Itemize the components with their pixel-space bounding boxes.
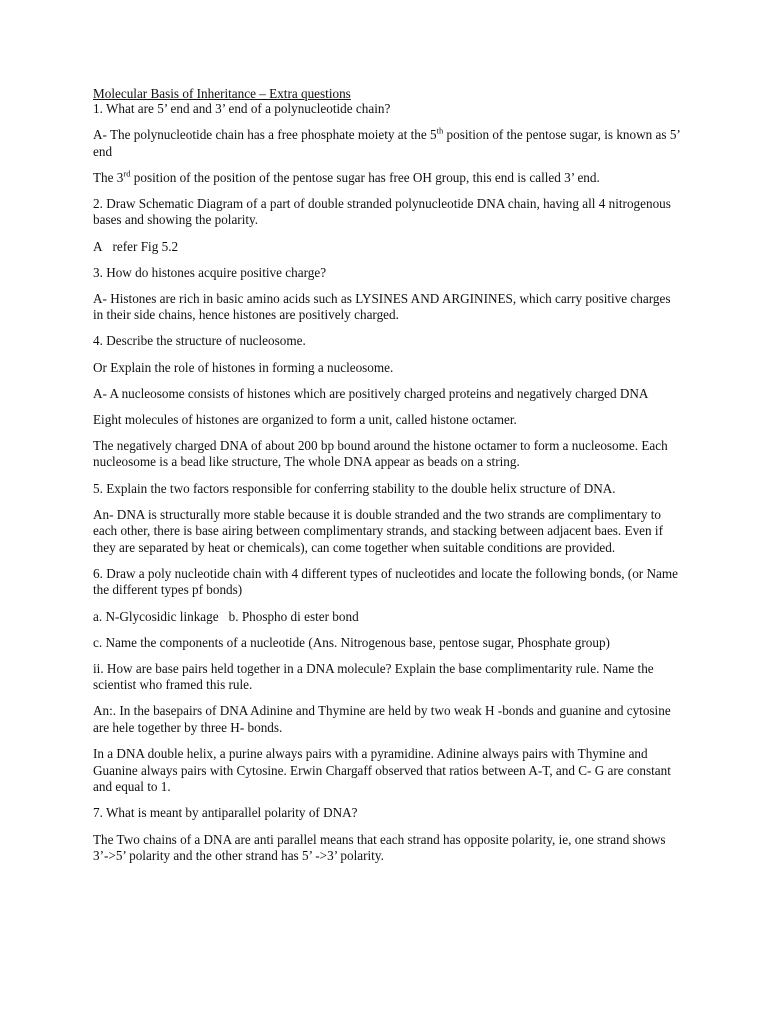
document-title: Molecular Basis of Inheritance – Extra questions: [93, 86, 351, 101]
question-2: 2. Draw Schematic Diagram of a part of double stranded polynucleotide DNA chain, having all 4 nitrogenous bases and showing the polarity.: [93, 195, 671, 228]
question-6-part-c: c. Name the components of a nucleotide (Ans. Nitrogenous base, pentose sugar, Phosphate group): [93, 634, 610, 650]
answer-2-prefix: A: [93, 238, 103, 254]
question-4-alternative: Or Explain the role of histones in forming a nucleosome.: [93, 359, 394, 375]
answer-1-part-2-text: The 3: [93, 169, 124, 185]
question-1: 1. What are 5’ end and 3’ end of a polynucleotide chain?: [93, 101, 391, 116]
answer-1-part-2-tail: position of the position of the pentose sugar has free OH group, this end is called 3’ end.: [130, 169, 600, 185]
answer-1-part-1-tail: position of the pentose sugar, is known as 5’ end: [93, 127, 680, 159]
answer-3: A- Histones are rich in basic amino acids such as LYSINES AND ARGININES, which carry positive charges in their side chains, hence histones are positively charged.: [93, 290, 671, 323]
answer-6-part-2: In a DNA double helix, a purine always pairs with a pyramidine. Adinine always pairs with Thymine and Guanine always pairs with Cytosine. Erwin Chargaff observed that ratios between A-T, and C- G are constant and equal to 1.: [93, 746, 671, 795]
question-5: 5. Explain the two factors responsible for conferring stability to the double helix structure of DNA.: [93, 480, 616, 496]
answer-6-part-1: An:. In the basepairs of DNA Adinine and Thymine are held by two weak H -bonds and guanine and cytosine are hele together by three H- bonds.: [93, 703, 671, 736]
answer-5: An- DNA is structurally more stable because it is double stranded and the two strands are complimentary to each other, there is base airing between complimentary strands, and stacking between adjacent baes. Even if they are separated by heat or chemicals), can come together when suitable conditions are provided.: [93, 506, 663, 555]
answer-1-part-1: [93, 127, 683, 160]
question-4: 4. Describe the structure of nucleosome.: [93, 333, 306, 349]
question-6-bonds: [93, 609, 683, 626]
answer-4-part-1: A- A nucleosome consists of histones which are positively charged proteins and negatively charged DNA: [93, 385, 649, 401]
question-6-part-ii: ii. How are base pairs held together in a DNA molecule? Explain the base complimentarity rule. Name the scientist who framed this rule.: [93, 660, 654, 693]
answer-1-part-1-text: A- The polynucleotide chain has a free phosphate moiety at the 5: [93, 127, 437, 143]
answer-2: [93, 239, 683, 256]
question-6: 6. Draw a poly nucleotide chain with 4 different types of nucleotides and locate the following bonds, (or Name the different types pf bonds): [93, 565, 678, 598]
answer-4-part-2: Eight molecules of histones are organized to form a unit, called histone octamer.: [93, 411, 517, 427]
answer-2-text: refer Fig 5.2: [112, 238, 179, 254]
question-3: 3. How do histones acquire positive charge?: [93, 264, 327, 280]
question-6-bond-b: b. Phospho di ester bond: [228, 608, 359, 624]
document-page: [93, 86, 683, 874]
question-7: 7. What is meant by antiparallel polarity of DNA?: [93, 805, 358, 821]
answer-1-part-2: [93, 170, 683, 187]
superscript-rd: rd: [123, 168, 131, 179]
answer-4-part-3: The negatively charged DNA of about 200 bp bound around the histone octamer to form a nucleosome. Each nucleosome is a bead like structure, The whole DNA appear as beads on a string.: [93, 437, 668, 470]
answer-7: The Two chains of a DNA are anti parallel means that each strand has opposite polarity, ie, one strand shows 3’->5’ polarity and the other strand has 5’ ->3’ polarity.: [93, 831, 666, 864]
superscript-th: th: [436, 125, 444, 136]
question-6-bond-a: a. N-Glycosidic linkage: [93, 608, 219, 624]
